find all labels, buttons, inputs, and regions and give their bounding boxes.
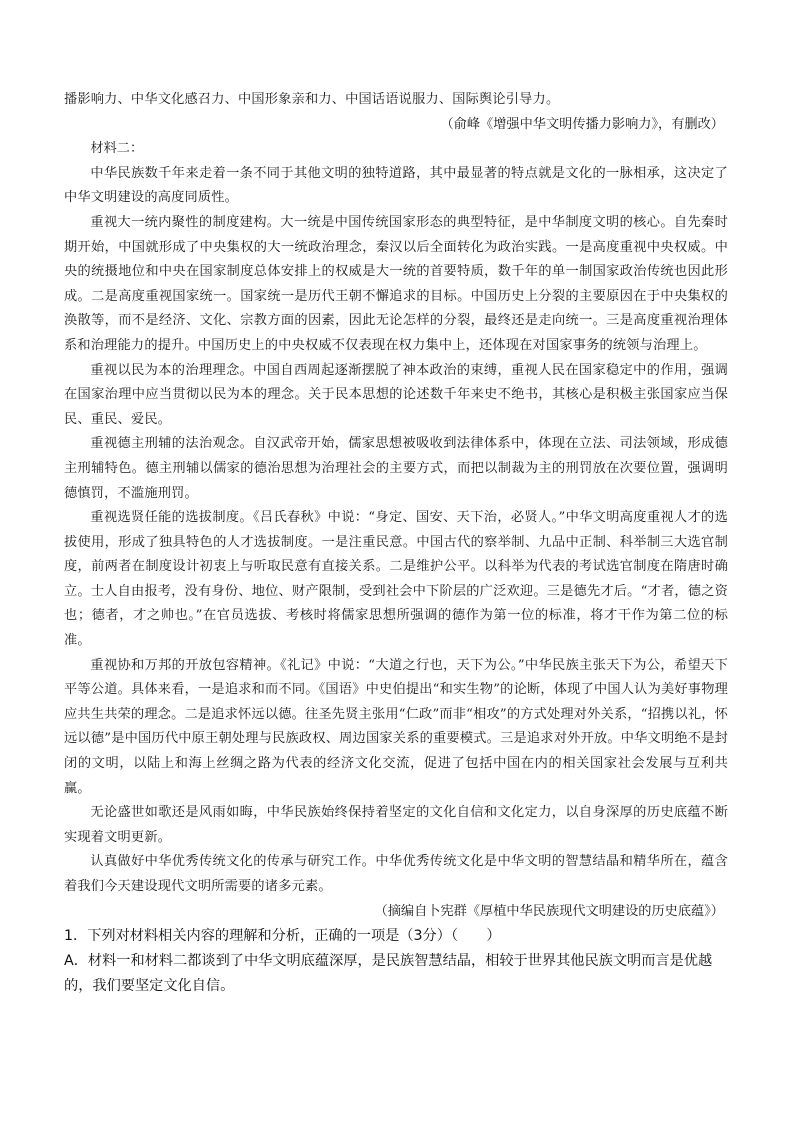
source-citation-1: （俞峰《增强中华文明传播力影响力》，有删改）: [440, 116, 724, 132]
document-page: [64, 88, 728, 999]
paragraph-4: 重视德主刑辅的法治观念。自汉武帝开始，儒家思想被吸收到法律体系中，体现在立法、司法领域，形成德主刑辅特色。德主刑辅以儒家的德治思想为治理社会的主要方式，而把以制裁为主的刑罚放在次要位置，强调明德慎罚，不滥施刑罚。: [64, 436, 728, 501]
source-citation-2: （摘编自卜宪群《厚植中华民族现代文明建设的历史底蕴》）: [374, 903, 724, 919]
paragraph-3: 重视以民为本的治理理念。中国自西周起逐渐摆脱了神本政治的束缚，重视人民在国家稳定中的作用，强调在国家治理中应当贯彻以民为本的理念。关于民本思想的论述数千年来史不绝书，其核心是积极主张国家应当保民、重民、爱民。: [64, 362, 728, 427]
question-1: 1．下列对材料相关内容的理解和分析，正确的一项是（3分）（ ）: [64, 928, 501, 945]
paragraph-8: 认真做好中华优秀传统文化的传承与研究工作。中华优秀传统文化是中华文明的智慧结晶和精华所在，蕴含着我们今天建设现代文明所需要的诸多元素。: [64, 854, 728, 894]
option-a: A．材料一和材料二都谈到了中华文明底蕴深厚，是民族智慧结晶，相较于世界其他民族文明而言是优越的，我们要坚定文化自信。: [64, 953, 713, 995]
paragraph-6: 重视协和万邦的开放包容精神。《礼记》中说：“大道之行也，天下为公。”中华民族主张天下为公，希望天下平等公道。具体来看，一是追求和而不同。《国语》中史伯提出“和实生物”的论断，体现了中国人认为美好事物理应共生共荣的理念。二是追求怀远以德。往圣先贤主张用“仁政”而非“相攻”的方式处理对外关系，“招携以礼，怀远以德”是中国历代中原王朝处理与民族政权、周边国家关系的重要模式。三是追求对外开放。中华文明绝不是封闭的文明，以陆上和海上丝绸之路为代表的经济文化交流，促进了包括中国在内的相关国家社会发展与互利共赢。: [64, 657, 728, 796]
paragraph-7: 无论盛世如歌还是风雨如晦，中华民族始终保持着坚定的文化自信和文化定力，以自身深厚的历史底蕴不断实现着文明更新。: [64, 805, 728, 845]
material-2-label: 材料二：: [90, 141, 144, 157]
paragraph-1: 中华民族数千年来走着一条不同于其他文明的独特道路，其中最显著的特点就是文化的一脉相承，这决定了中华文明建设的高度同质性。: [64, 165, 728, 206]
intro-tail-paragraph: 播影响力、中华文化感召力、中国形象亲和力、中国话语说服力、国际舆论引导力。: [64, 92, 560, 107]
paragraph-5: 重视选贤任能的选拔制度。《吕氏春秋》中说：“身定、国安、天下治，必贤人。”中华文明高度重视人才的选拔使用，形成了独具特色的人才选拔制度。一是注重民意。中国古代的察举制、九品中正制、科举制三大选官制度，前两者在制度设计初衷上与听取民意有直接关系。二是维护公平。以科举为代表的考试选官制度在隋唐时确立。士人自由报考，没有身份、地位、财产限制，受到社会中下阶层的广泛欢迎。三是德先才后。“才者，德之资也；德者，才之帅也。”在官员选拔、考核时将儒家思想所强调的德作为第一位的标准，将才干作为第二位的标准。: [64, 510, 728, 649]
paragraph-2: 重视大一统内聚性的制度建构。大一统是中国传统国家形态的典型特征，是中华制度文明的核心。自先秦时期开始，中国就形成了中央集权的大一统政治理念，秦汉以后全面转化为政治实践。一是高度重视中央权威。中央的统摄地位和中央在国家制度总体安排上的权威是大一统的首要特质，数千年的单一制国家政治传统也因此形成。二是高度重视国家统一。国家统一是历代王朝不懈追求的目标。中国历史上分裂的主要原因在于中央集权的涣散等，而不是经济、文化、宗教方面的因素，因此无论怎样的分裂，最终还是走向统一。三是高度重视治理体系和治理能力的提升。中国历史上的中央权威不仅表现在权力集中上，还体现在对国家事务的统领与治理上。: [64, 214, 728, 353]
